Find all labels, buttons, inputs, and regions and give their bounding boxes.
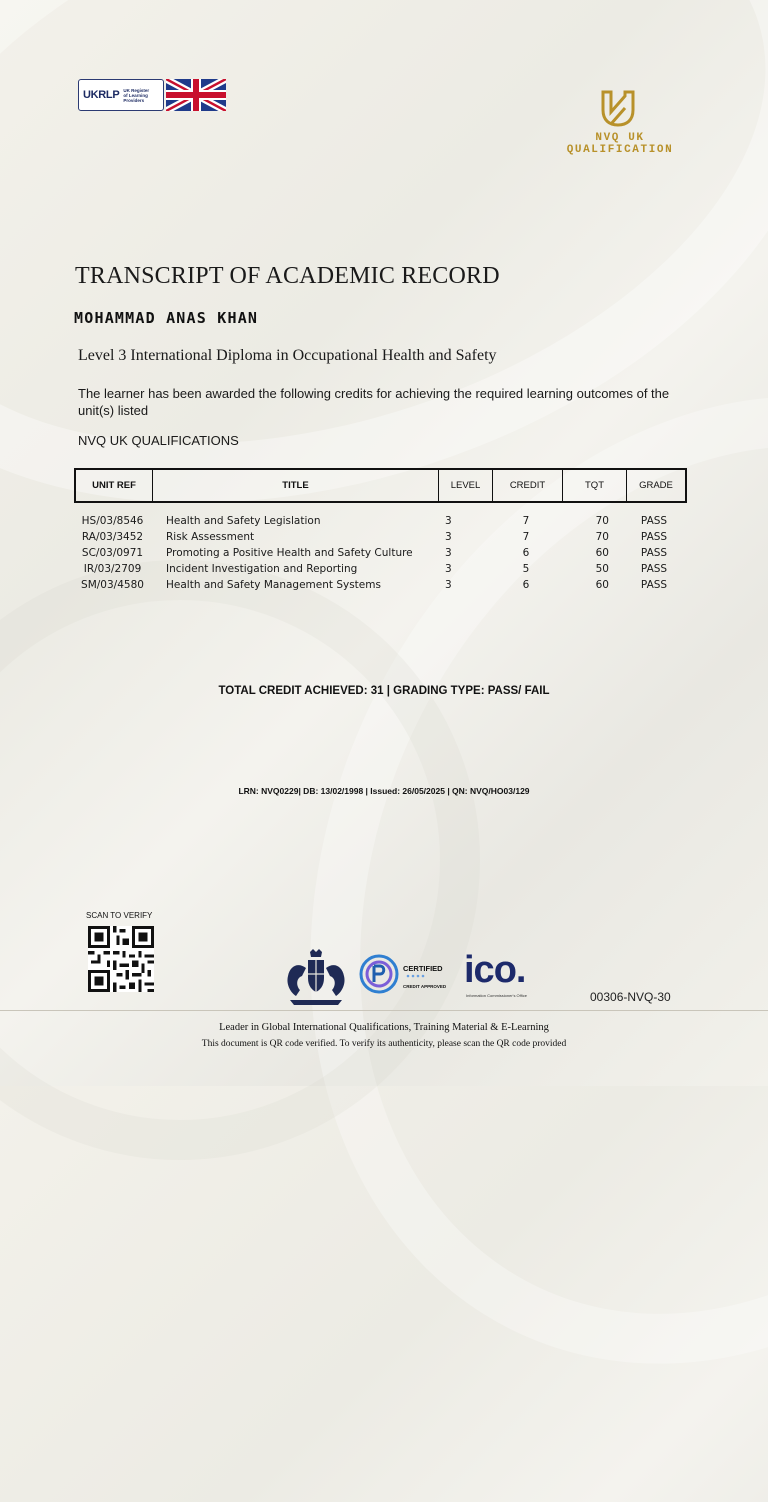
unit-tqt: 70 bbox=[595, 515, 609, 527]
background-swoosh bbox=[156, 258, 768, 1502]
awarding-body: NVQ UK QUALIFICATIONS bbox=[78, 433, 239, 448]
qualification-title: Level 3 International Diploma in Occupational Health and Safety bbox=[78, 347, 497, 364]
unit-title: Health and Safety Legislation bbox=[166, 515, 321, 527]
award-description: The learner has been awarded the following credits for achieving the required learning outcomes of the unit(s) listed bbox=[78, 386, 670, 418]
table-row bbox=[74, 529, 687, 545]
unit-tqt: 60 bbox=[595, 547, 609, 559]
total-credit-summary: TOTAL CREDIT ACHIEVED: 31 | GRADING TYPE: PASS/ FAIL bbox=[218, 685, 550, 697]
table-row bbox=[74, 561, 687, 577]
ukrlp-logo-word: UKRLP bbox=[83, 89, 120, 101]
table-row bbox=[74, 577, 687, 593]
unit-level: 3 bbox=[445, 563, 452, 575]
ukrlp-sub-line: UK Register bbox=[123, 87, 150, 93]
background-swoosh bbox=[0, 560, 480, 1160]
header-level: LEVEL bbox=[439, 470, 493, 501]
document-title: TRANSCRIPT OF ACADEMIC RECORD bbox=[75, 263, 500, 289]
brand-name: NVQ UK QUALIFICATION bbox=[566, 132, 674, 156]
unit-tqt: 70 bbox=[595, 531, 609, 543]
ico-logo-dot: . bbox=[515, 949, 526, 991]
header-tqt: TQT bbox=[563, 470, 627, 501]
ukrlp-logo-subtitle bbox=[123, 88, 149, 103]
header-credit: CREDIT bbox=[493, 470, 563, 501]
unit-ref: IR/03/2709 bbox=[83, 563, 142, 575]
royal-crest-icon bbox=[280, 948, 352, 1008]
unit-level: 3 bbox=[445, 531, 452, 543]
document-number: 00306-NVQ-30 bbox=[590, 990, 671, 1004]
footer-verification-note: This document is QR code verified. To verify its authenticity, please scan the QR code provided bbox=[201, 1039, 567, 1049]
nvq-brand-logo-icon bbox=[600, 88, 636, 128]
table-row bbox=[74, 545, 687, 561]
unit-credit: 6 bbox=[522, 579, 530, 591]
unit-title: Health and Safety Management Systems bbox=[166, 579, 381, 591]
ukrlp-sub-line: Providers bbox=[123, 97, 145, 103]
unit-tqt: 60 bbox=[595, 579, 609, 591]
unit-title: Risk Assessment bbox=[166, 531, 255, 543]
unit-grade: PASS bbox=[640, 531, 668, 543]
table-row bbox=[74, 513, 687, 529]
unit-grade: PASS bbox=[640, 579, 668, 591]
unit-level: 3 bbox=[445, 515, 452, 527]
unit-ref: RA/03/3452 bbox=[81, 531, 144, 543]
unit-level: 3 bbox=[445, 579, 452, 591]
ico-logo bbox=[464, 950, 525, 990]
header-grade: GRADE bbox=[639, 480, 673, 491]
unit-credit: 6 bbox=[522, 547, 530, 559]
footer-tagline: Leader in Global International Qualifications, Training Material & E-Learning bbox=[219, 1022, 549, 1033]
unit-grade: PASS bbox=[640, 515, 668, 527]
ukrlp-sub-line: of Learning bbox=[123, 92, 148, 98]
scan-to-verify-label: SCAN TO VERIFY bbox=[86, 911, 153, 920]
unit-level: 3 bbox=[445, 547, 452, 559]
ukrlp-logo bbox=[78, 79, 164, 111]
footer-divider bbox=[0, 1010, 768, 1011]
unit-credit: 7 bbox=[522, 531, 530, 543]
unit-credit: 7 bbox=[522, 515, 530, 527]
unit-grade: PASS bbox=[640, 547, 668, 559]
unit-ref: HS/03/8546 bbox=[81, 515, 144, 527]
unit-ref: SC/03/0971 bbox=[81, 547, 144, 559]
ico-subtitle: Information Commissioner's Office bbox=[466, 993, 527, 998]
unit-grade: PASS bbox=[640, 563, 668, 575]
units-table-body bbox=[74, 513, 687, 593]
units-table-header bbox=[74, 468, 687, 503]
ico-logo-word: ico bbox=[464, 949, 516, 991]
cpd-certified-label: CERTIFIED bbox=[403, 964, 443, 973]
uk-flag-icon bbox=[166, 79, 226, 111]
qr-code-icon[interactable] bbox=[88, 926, 154, 992]
learner-reference-line: LRN: NVQ0229| DB: 13/02/1998 | Issued: 26/05/2025 | QN: NVQ/HO03/129 bbox=[238, 786, 530, 796]
cpd-credit-approved-label: CREDIT APPROVED bbox=[403, 984, 447, 989]
unit-tqt: 50 bbox=[595, 563, 609, 575]
unit-title: Incident Investigation and Reporting bbox=[166, 563, 358, 575]
unit-title: Promoting a Positive Health and Safety Culture bbox=[166, 547, 413, 559]
header-title: TITLE bbox=[153, 470, 439, 501]
learner-name: MOHAMMAD ANAS KHAN bbox=[74, 309, 259, 327]
header-unit-ref: UNIT REF bbox=[76, 470, 153, 501]
unit-credit: 5 bbox=[522, 563, 530, 575]
unit-ref: SM/03/4580 bbox=[81, 579, 144, 591]
